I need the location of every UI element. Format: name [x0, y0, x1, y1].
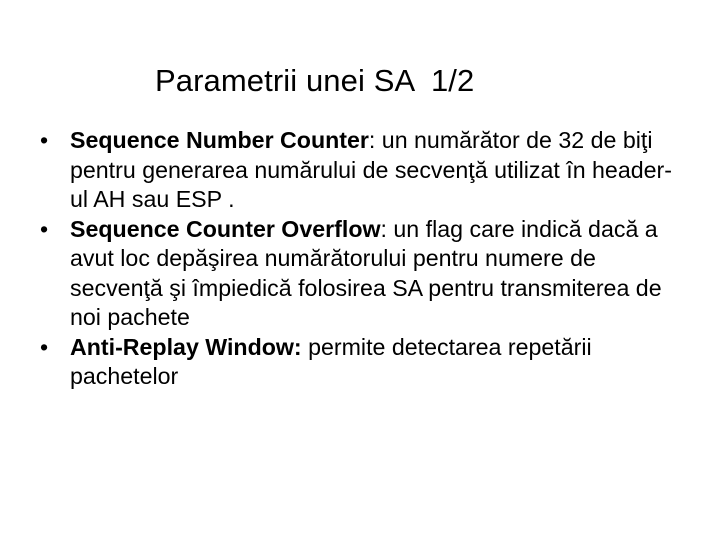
- bullet-sequence-counter-overflow: [36, 215, 676, 333]
- bullet-term: Sequence Counter Overflow: [70, 215, 381, 242]
- bullet-anti-replay-window: [36, 333, 676, 392]
- bullet-text: permite detectarea repetării pachetelor: [70, 333, 592, 389]
- slide-title: Parametrii unei SA 1/2: [155, 63, 475, 98]
- bullet-sequence-number-counter: [36, 126, 676, 215]
- bullet-marker: •: [40, 215, 49, 242]
- bullet-term: Anti-Replay Window:: [70, 333, 302, 360]
- bullet-marker: •: [40, 127, 49, 153]
- bullet-text: : un numărător de 32 de biţi pentru generarea numărului de secvenţă utilizat în header-ul AH sau ESP .: [70, 127, 672, 212]
- bullet-marker: •: [40, 333, 49, 360]
- bullet-term: Sequence Number Counter: [70, 127, 369, 153]
- bullet-list: [36, 126, 676, 392]
- bullet-text: : un flag care indică dacă a avut loc depăşirea numărătorului pentru numere de secvenţă şi împiedică folosirea SA pentru transmiterea de noi pachete: [70, 215, 662, 330]
